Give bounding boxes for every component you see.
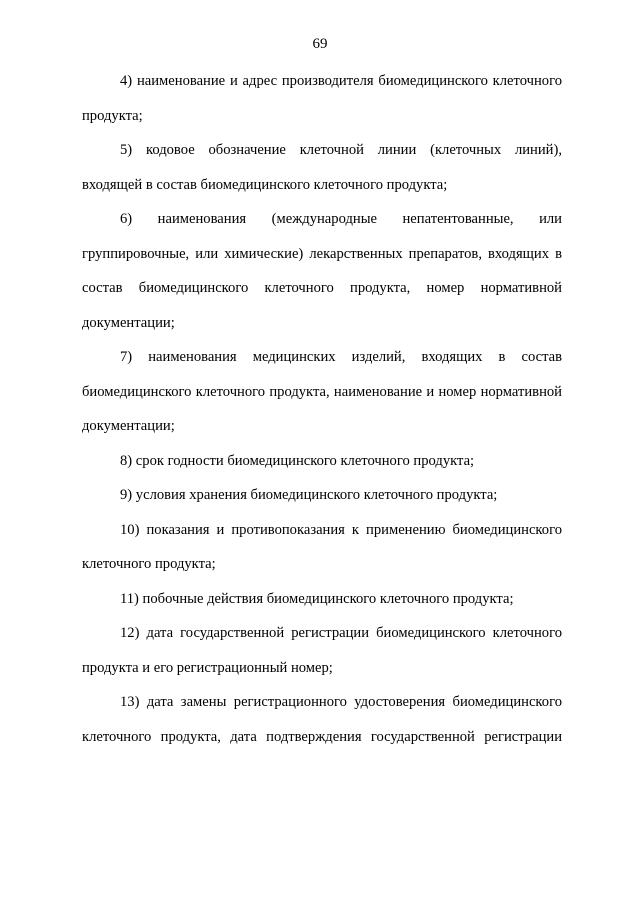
paragraph-item-12: 12) дата государственной регистрации биомедицинского клеточного продукта и его регистрационный номер; — [82, 625, 562, 676]
paragraph-item-5: 5) кодовое обозначение клеточной линии (клеточных линий), входящей в состав биомедицинского клеточного продукта; — [82, 142, 562, 193]
page-number: 69 — [312, 36, 328, 52]
paragraph-item-7: 7) наименования медицинских изделий, входящих в состав биомедицинского клеточного продукта, наименование и номер нормативной документации; — [82, 349, 562, 434]
paragraph-item-8: 8) срок годности биомедицинского клеточного продукта; — [120, 452, 475, 469]
paragraph-item-11: 11) побочные действия биомедицинского клеточного продукта; — [120, 590, 514, 607]
paragraph-item-13: 13) дата замены регистрационного удостоверения биомедицинского клеточного продукта, дата подтверждения государственной регистрации — [82, 694, 562, 745]
paragraph-item-6: 6) наименования (международные непатентованные, или группировочные, или химические) лекарственных препаратов, входящих в состав биомедицинского клеточного продукта, номер нормативной документации; — [82, 211, 562, 331]
paragraph-item-9: 9) условия хранения биомедицинского клеточного продукта; — [120, 487, 498, 503]
document-body — [82, 64, 562, 754]
paragraph-item-10: 10) показания и противопоказания к применению биомедицинского клеточного продукта; — [82, 521, 562, 572]
paragraph-item-4: 4) наименование и адрес производителя биомедицинского клеточного продукта; — [82, 73, 562, 124]
